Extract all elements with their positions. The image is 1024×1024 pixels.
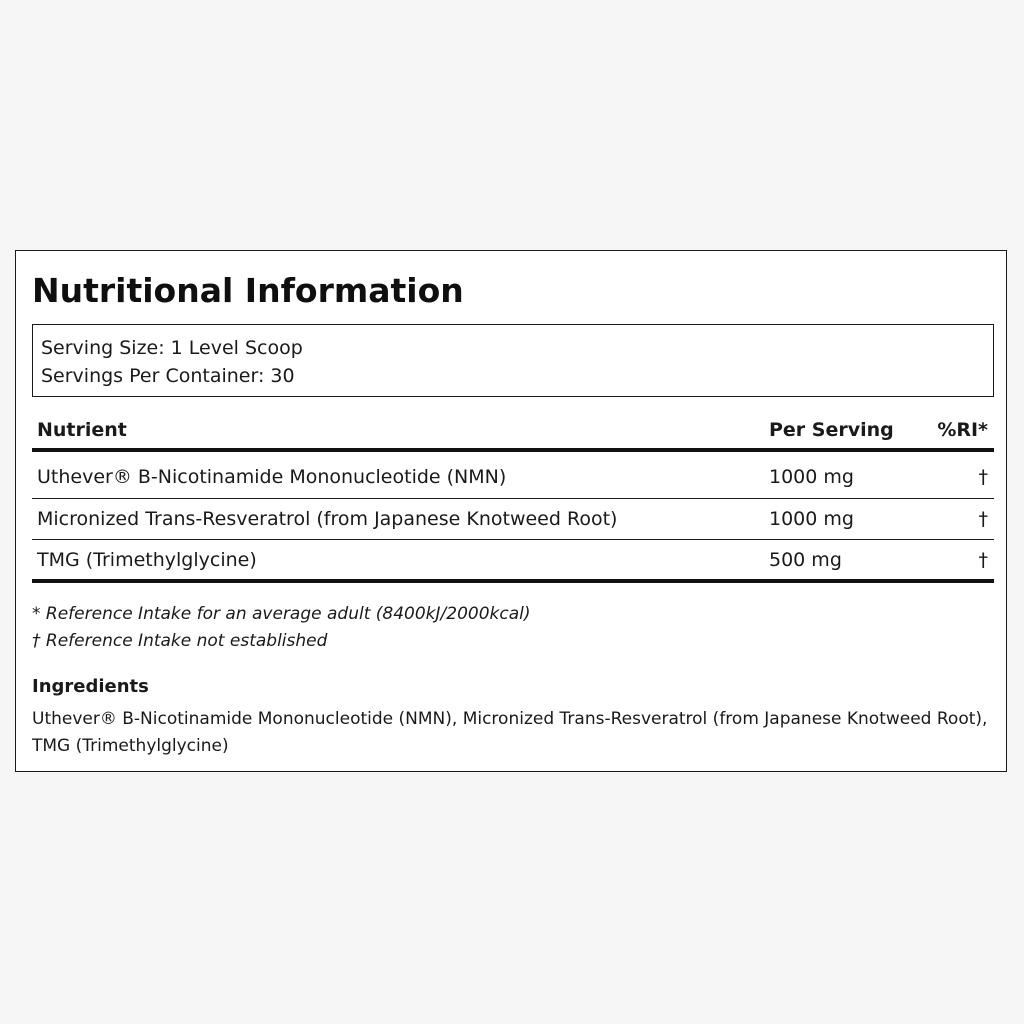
nutrition-panel [15,250,1007,772]
table-row [32,499,994,540]
ingredients-title: Ingredients [32,676,149,697]
nutrient-table [32,411,994,583]
serving-size: Serving Size: 1 Level Scoop [41,337,303,359]
nutrient-amount: 1000 mg [769,466,854,488]
ingredients-text: Uthever® B-Nicotinamide Mononucleotide (NMN), Micronized Trans-Resveratrol (from Japanese Knotweed Root), TMG (Trimethylglycine) [32,709,988,756]
nutrient-amount: 1000 mg [769,508,854,530]
table-header-row [32,411,994,452]
footnote-not-established: † Reference Intake not established [32,631,328,651]
nutrient-ri: † [978,549,988,571]
table-row [32,540,994,583]
nutrient-ri: † [978,466,988,488]
nutrient-ri: † [978,508,988,530]
nutrient-amount: 500 mg [769,549,842,571]
nutrient-name: TMG (Trimethylglycine) [37,549,257,571]
header-ri: %RI* [937,419,988,441]
table-row [32,455,994,499]
servings-per-container: Servings Per Container: 30 [41,365,295,387]
nutrient-name: Micronized Trans-Resveratrol (from Japanese Knotweed Root) [37,508,618,530]
nutrient-name: Uthever® B-Nicotinamide Mononucleotide (NMN) [37,466,507,488]
page-title: Nutritional Information [32,271,464,310]
footnote-reference-intake: * Reference Intake for an average adult (8400kJ/2000kcal) [32,604,531,624]
serving-info-box [32,324,994,397]
header-nutrient: Nutrient [37,419,127,441]
header-per-serving: Per Serving [769,419,894,441]
footnotes [32,601,531,655]
